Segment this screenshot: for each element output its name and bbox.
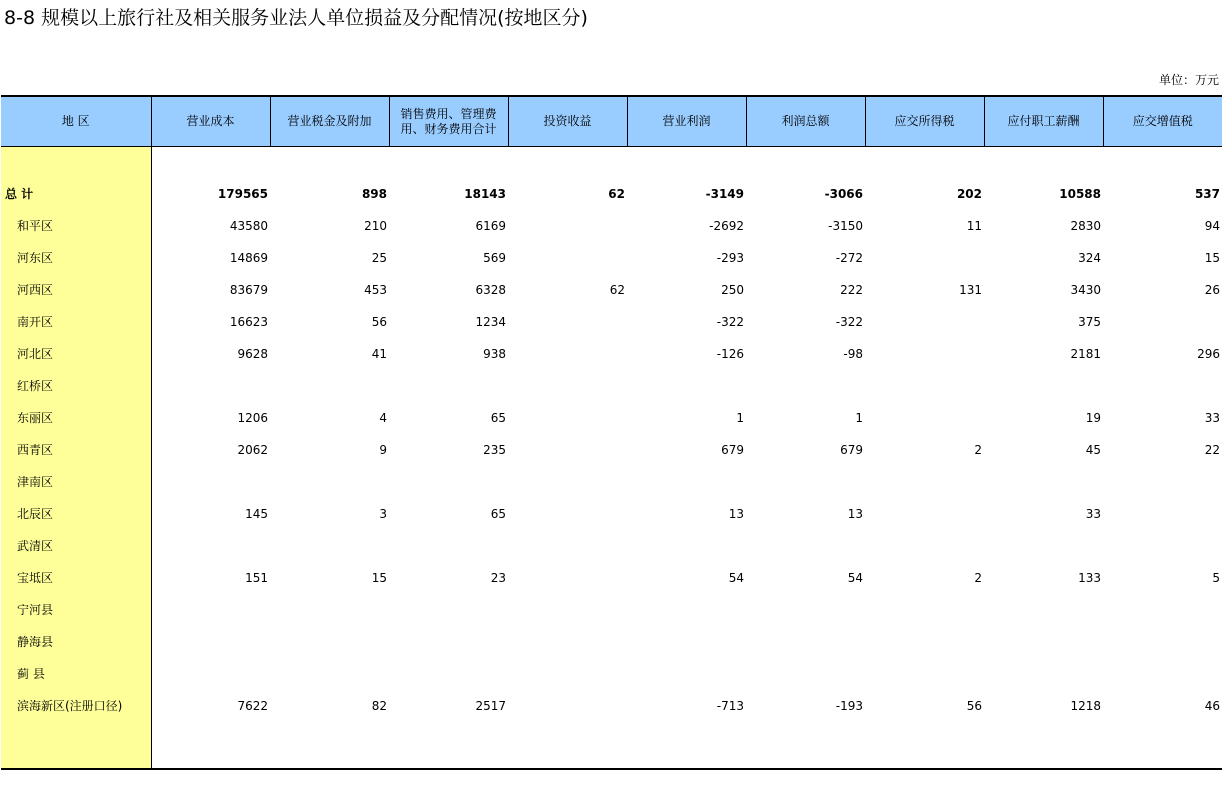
value-cell xyxy=(627,466,746,498)
value-cell: 1234 xyxy=(475,315,506,329)
value-cell: 569 xyxy=(483,251,506,265)
value-cell: 26 xyxy=(1204,283,1220,297)
region-cell: 武清区 xyxy=(1,530,151,562)
value-cell xyxy=(389,626,508,658)
table-row xyxy=(1,274,1222,306)
value-cell: 375 xyxy=(1078,315,1101,329)
value-cell: 46 xyxy=(1204,699,1220,713)
table-row xyxy=(1,658,1222,690)
value-cell xyxy=(270,594,389,626)
value-cell: 898 xyxy=(361,187,387,201)
table-row xyxy=(1,562,1222,594)
region-cell: 西青区 xyxy=(1,434,151,466)
value-cell: 3 xyxy=(379,507,387,521)
header-row xyxy=(1,96,1222,147)
value-cell xyxy=(865,498,984,530)
column-header: 应交增值税 xyxy=(1103,96,1222,147)
value-cell: 2 xyxy=(974,443,982,457)
value-cell xyxy=(389,594,508,626)
value-cell: 2830 xyxy=(1070,219,1101,233)
value-cell xyxy=(746,530,865,562)
region-cell: 东丽区 xyxy=(1,402,151,434)
value-cell: 33 xyxy=(1085,507,1101,521)
value-cell xyxy=(508,690,627,722)
value-cell: 43580 xyxy=(229,219,268,233)
value-cell: 16623 xyxy=(229,315,268,329)
value-cell: 6169 xyxy=(475,219,506,233)
value-cell xyxy=(984,626,1103,658)
column-header: 营业利润 xyxy=(627,96,746,147)
value-cell xyxy=(1103,370,1222,402)
value-cell xyxy=(151,594,270,626)
value-cell xyxy=(389,658,508,690)
table-row xyxy=(1,210,1222,242)
value-cell xyxy=(389,466,508,498)
value-cell xyxy=(508,434,627,466)
value-cell: 56 xyxy=(371,315,387,329)
value-cell xyxy=(627,530,746,562)
value-cell: -3066 xyxy=(824,187,863,201)
value-cell xyxy=(627,594,746,626)
table-row xyxy=(1,242,1222,274)
value-cell: 296 xyxy=(1197,347,1220,361)
region-cell: 总 计 xyxy=(1,178,151,210)
value-cell: 56 xyxy=(966,699,982,713)
value-cell: 145 xyxy=(245,507,268,521)
value-cell xyxy=(627,658,746,690)
value-cell xyxy=(151,530,270,562)
total-row xyxy=(1,178,1222,210)
value-cell xyxy=(508,562,627,594)
value-cell xyxy=(865,594,984,626)
value-cell: 54 xyxy=(847,571,863,585)
value-cell xyxy=(865,466,984,498)
value-cell xyxy=(508,242,627,274)
value-cell: -713 xyxy=(716,699,744,713)
value-cell xyxy=(865,658,984,690)
value-cell xyxy=(270,626,389,658)
value-cell xyxy=(865,530,984,562)
column-header: 利润总额 xyxy=(746,96,865,147)
value-cell: 7622 xyxy=(237,699,268,713)
value-cell xyxy=(984,594,1103,626)
value-cell xyxy=(508,626,627,658)
value-cell xyxy=(270,530,389,562)
column-header: 应交所得税 xyxy=(865,96,984,147)
value-cell: 13 xyxy=(728,507,744,521)
value-cell xyxy=(1103,594,1222,626)
value-cell xyxy=(865,242,984,274)
value-cell: 1 xyxy=(736,411,744,425)
region-cell: 河东区 xyxy=(1,242,151,274)
value-cell: 5 xyxy=(1212,571,1220,585)
value-cell xyxy=(389,530,508,562)
table-row xyxy=(1,626,1222,658)
value-cell: 22 xyxy=(1204,443,1220,457)
value-cell xyxy=(270,370,389,402)
region-cell: 红桥区 xyxy=(1,370,151,402)
region-cell: 南开区 xyxy=(1,306,151,338)
value-cell: 6328 xyxy=(475,283,506,297)
value-cell: 54 xyxy=(728,571,744,585)
value-cell: 9 xyxy=(379,443,387,457)
value-cell: 4 xyxy=(379,411,387,425)
value-cell: 15 xyxy=(1204,251,1220,265)
region-cell: 蓟 县 xyxy=(1,658,151,690)
value-cell xyxy=(1103,626,1222,658)
value-cell xyxy=(1103,466,1222,498)
value-cell xyxy=(984,370,1103,402)
value-cell xyxy=(865,626,984,658)
statistics-table xyxy=(1,95,1222,770)
value-cell xyxy=(746,626,865,658)
value-cell: 235 xyxy=(483,443,506,457)
value-cell: -272 xyxy=(835,251,863,265)
value-cell xyxy=(746,594,865,626)
unit-note: 单位：万元 xyxy=(1158,73,1219,87)
column-header: 投资收益 xyxy=(508,96,627,147)
value-cell xyxy=(1103,498,1222,530)
value-cell xyxy=(151,626,270,658)
value-cell xyxy=(865,402,984,434)
value-cell: 324 xyxy=(1078,251,1101,265)
value-cell xyxy=(627,626,746,658)
value-cell: 537 xyxy=(1194,187,1220,201)
region-cell: 和平区 xyxy=(1,210,151,242)
value-cell xyxy=(865,338,984,370)
value-cell: 14869 xyxy=(229,251,268,265)
value-cell xyxy=(508,306,627,338)
table-row xyxy=(1,690,1222,722)
value-cell: 679 xyxy=(721,443,744,457)
value-cell: 202 xyxy=(956,187,982,201)
value-cell: 453 xyxy=(364,283,387,297)
value-cell: 1206 xyxy=(237,411,268,425)
tail-row xyxy=(1,722,1222,769)
value-cell: 2181 xyxy=(1070,347,1101,361)
value-cell: 2517 xyxy=(475,699,506,713)
value-cell: -2692 xyxy=(709,219,744,233)
value-cell xyxy=(508,466,627,498)
value-cell xyxy=(1103,306,1222,338)
column-header: 营业税金及附加 xyxy=(270,96,389,147)
value-cell: 2062 xyxy=(237,443,268,457)
region-cell: 静海县 xyxy=(1,626,151,658)
column-header: 地 区 xyxy=(1,96,151,147)
value-cell: 25 xyxy=(371,251,387,265)
region-cell: 北辰区 xyxy=(1,498,151,530)
column-header: 营业成本 xyxy=(151,96,270,147)
value-cell: 131 xyxy=(959,283,982,297)
value-cell: -193 xyxy=(835,699,863,713)
value-cell: -293 xyxy=(716,251,744,265)
value-cell: 94 xyxy=(1204,219,1220,233)
value-cell xyxy=(865,306,984,338)
table-row xyxy=(1,402,1222,434)
table-body xyxy=(1,147,1222,770)
value-cell: 13 xyxy=(847,507,863,521)
value-cell xyxy=(746,466,865,498)
value-cell: 2 xyxy=(974,571,982,585)
region-cell: 宝坻区 xyxy=(1,562,151,594)
value-cell: 83679 xyxy=(229,283,268,297)
value-cell xyxy=(865,370,984,402)
value-cell: 222 xyxy=(840,283,863,297)
value-cell: 65 xyxy=(490,411,506,425)
value-cell: 133 xyxy=(1078,571,1101,585)
value-cell xyxy=(151,466,270,498)
table-row xyxy=(1,466,1222,498)
column-header: 销售费用、管理费用、财务费用合计 xyxy=(389,96,508,147)
region-cell: 河西区 xyxy=(1,274,151,306)
page-title: 8-8 规模以上旅行社及相关服务业法人单位损益及分配情况(按地区分) xyxy=(4,7,588,29)
value-cell: 679 xyxy=(840,443,863,457)
value-cell: 179565 xyxy=(217,187,268,201)
value-cell: 9628 xyxy=(237,347,268,361)
value-cell: -322 xyxy=(716,315,744,329)
value-cell xyxy=(151,658,270,690)
value-cell: 210 xyxy=(364,219,387,233)
region-cell: 宁河县 xyxy=(1,594,151,626)
value-cell xyxy=(508,530,627,562)
value-cell: 10588 xyxy=(1059,187,1101,201)
value-cell: -322 xyxy=(835,315,863,329)
value-cell: -98 xyxy=(843,347,863,361)
value-cell: 33 xyxy=(1204,411,1220,425)
value-cell xyxy=(746,370,865,402)
value-cell xyxy=(1103,658,1222,690)
region-cell: 河北区 xyxy=(1,338,151,370)
value-cell xyxy=(508,594,627,626)
value-cell xyxy=(508,210,627,242)
value-cell xyxy=(984,658,1103,690)
spacer-row xyxy=(1,147,1222,179)
table-row xyxy=(1,306,1222,338)
value-cell: 45 xyxy=(1085,443,1101,457)
region-cell: 滨海新区(注册口径) xyxy=(1,690,151,722)
table-row xyxy=(1,530,1222,562)
value-cell: 62 xyxy=(609,283,625,297)
value-cell xyxy=(151,370,270,402)
value-cell xyxy=(508,498,627,530)
value-cell: 1 xyxy=(855,411,863,425)
value-cell xyxy=(746,658,865,690)
value-cell xyxy=(270,466,389,498)
value-cell: 151 xyxy=(245,571,268,585)
value-cell: 18143 xyxy=(464,187,506,201)
value-cell: 3430 xyxy=(1070,283,1101,297)
value-cell xyxy=(1103,530,1222,562)
value-cell xyxy=(508,402,627,434)
value-cell xyxy=(508,338,627,370)
table-row xyxy=(1,434,1222,466)
value-cell: 11 xyxy=(966,219,982,233)
table-row xyxy=(1,594,1222,626)
table-row xyxy=(1,498,1222,530)
value-cell xyxy=(984,466,1103,498)
table-row xyxy=(1,370,1222,402)
value-cell: -3150 xyxy=(828,219,863,233)
value-cell: 15 xyxy=(371,571,387,585)
value-cell: 250 xyxy=(721,283,744,297)
value-cell xyxy=(984,530,1103,562)
value-cell xyxy=(389,370,508,402)
value-cell xyxy=(627,370,746,402)
value-cell: 23 xyxy=(490,571,506,585)
table-row xyxy=(1,338,1222,370)
value-cell: -3149 xyxy=(705,187,744,201)
value-cell: 938 xyxy=(483,347,506,361)
value-cell xyxy=(508,370,627,402)
column-header: 应付职工薪酬 xyxy=(984,96,1103,147)
value-cell: 19 xyxy=(1085,411,1101,425)
value-cell xyxy=(270,658,389,690)
value-cell: 82 xyxy=(371,699,387,713)
value-cell: 1218 xyxy=(1070,699,1101,713)
value-cell xyxy=(508,658,627,690)
value-cell: 65 xyxy=(490,507,506,521)
value-cell: 41 xyxy=(371,347,387,361)
value-cell: 62 xyxy=(608,187,625,201)
value-cell: -126 xyxy=(716,347,744,361)
region-cell: 津南区 xyxy=(1,466,151,498)
